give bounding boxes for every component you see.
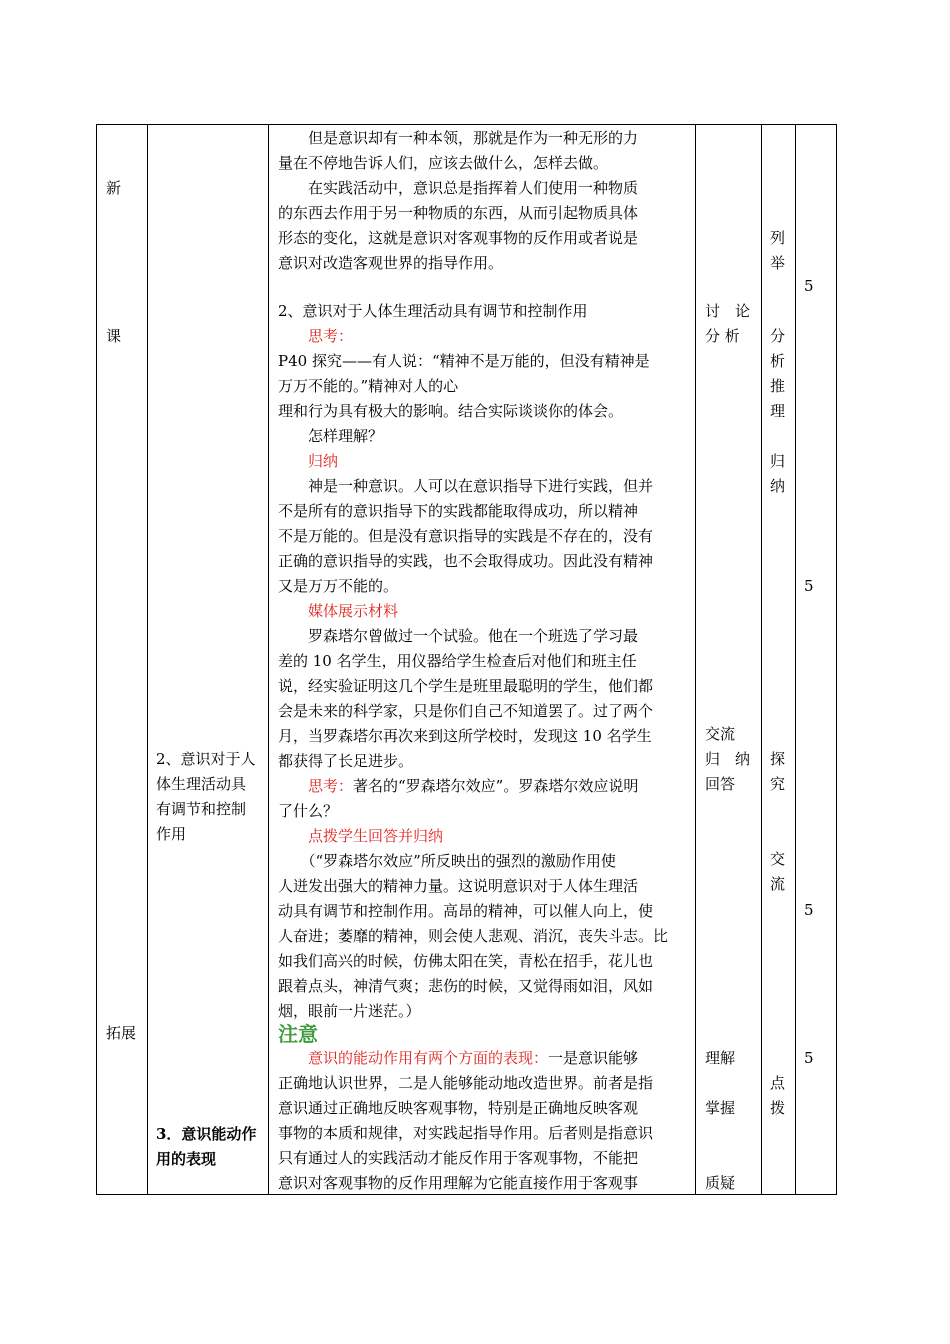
content-text: 一是意识能够 bbox=[548, 1049, 639, 1067]
table-divider bbox=[761, 124, 762, 1195]
activity-label: 讨 论 bbox=[705, 302, 751, 320]
method-label: 探 bbox=[770, 750, 786, 768]
content-line: 2、意识对于人体生理活动具有调节和控制作用 bbox=[278, 302, 588, 320]
method-label: 点 bbox=[770, 1074, 786, 1092]
method-label: 纳 bbox=[770, 477, 786, 495]
content-line: 会是未来的科学家，只是你们自己不知道罢了。过了两个 bbox=[278, 702, 654, 720]
method-label: 归 bbox=[770, 452, 786, 470]
topic-heading: 体生理活动具 bbox=[156, 775, 247, 793]
activity-label: 归 纳 bbox=[705, 750, 751, 768]
activity-label: 质疑 bbox=[705, 1174, 736, 1192]
content-line: 意识对客观事物的反作用理解为它能直接作用于客观事 bbox=[278, 1174, 639, 1192]
content-line: 神是一种意识。人可以在意识指导下进行实践，但并 bbox=[278, 477, 654, 495]
minutes-value: 5 bbox=[804, 277, 814, 295]
section-label: 新 bbox=[106, 179, 122, 197]
method-label: 分 bbox=[770, 327, 786, 345]
method-label: 理 bbox=[770, 402, 786, 420]
content-line: P40 探究——有人说：“精神不是万能的，但没有精神是 bbox=[278, 352, 650, 370]
method-label: 举 bbox=[770, 254, 786, 272]
content-line: 如我们高兴的时候，仿佛太阳在笑，青松在招手，花儿也 bbox=[278, 952, 654, 970]
note-heading: 注意 bbox=[278, 1022, 318, 1046]
content-line: 月，当罗森塔尔再次来到这所学校时，发现这 10 名学生 bbox=[278, 727, 652, 745]
activity-label: 分 析 bbox=[705, 327, 740, 345]
prompt-label: 思考： bbox=[278, 777, 354, 795]
prompt-text: 著名的“罗森塔尔效应”。罗森塔尔效应说明 bbox=[353, 777, 639, 795]
content-line: 量在不停地告诉人们，应该去做什么，怎样去做。 bbox=[278, 154, 609, 172]
minutes-value: 5 bbox=[804, 577, 814, 595]
content-line: 不是万能的。但是没有意识指导的实践是不存在的，没有 bbox=[278, 527, 654, 545]
content-line bbox=[278, 1046, 688, 1071]
content-line: 在实践活动中，意识总是指挥着人们使用一种物质 bbox=[278, 179, 639, 197]
content-line: 说，经实验证明这几个学生是班里最聪明的学生，他们都 bbox=[278, 677, 654, 695]
table-divider bbox=[268, 124, 269, 1195]
content-line: 但是意识却有一种本领，那就是作为一种无形的力 bbox=[278, 129, 639, 147]
method-label: 拨 bbox=[770, 1099, 786, 1117]
content-line: （“罗森塔尔效应”所反映出的强烈的激励作用使 bbox=[278, 852, 616, 870]
content-line: 的东西去作用于另一种物质的东西，从而引起物质具体 bbox=[278, 204, 639, 222]
content-line: 万万不能的。”精神对人的心 bbox=[278, 377, 459, 395]
topic-heading: 2、意识对于人 bbox=[156, 750, 256, 768]
content-line: 都获得了长足进步。 bbox=[278, 752, 414, 770]
method-label: 交 bbox=[770, 850, 786, 868]
method-label: 列 bbox=[770, 229, 786, 247]
content-line: 理和行为具有极大的影响。结合实际谈谈你的体会。 bbox=[278, 402, 624, 420]
method-label: 推 bbox=[770, 377, 786, 395]
topic-heading: 3．意识能动作 bbox=[156, 1125, 257, 1143]
content-line: 又是万万不能的。 bbox=[278, 577, 399, 595]
content-line: 动具有调节和控制作用。高昂的精神，可以催人向上，使 bbox=[278, 902, 654, 920]
method-label: 流 bbox=[770, 875, 786, 893]
content-line: 意识通过正确地反映客观事物，特别是正确地反映客观 bbox=[278, 1099, 639, 1117]
content-line: 意识对改造客观世界的指导作用。 bbox=[278, 254, 504, 272]
highlight-phrase: 意识的能动作用有两个方面的表现： bbox=[278, 1049, 549, 1067]
method-label: 究 bbox=[770, 775, 786, 793]
topic-heading: 有调节和控制 bbox=[156, 800, 247, 818]
topic-heading: 用的表现 bbox=[156, 1150, 217, 1168]
content-line: 正确地认识世界，二是人能够能动地改造世界。前者是指 bbox=[278, 1074, 654, 1092]
content-line: 人迸发出强大的精神力量。这说明意识对于人体生理活 bbox=[278, 877, 639, 895]
content-line: 人奋进；萎靡的精神，则会使人悲观、消沉，丧失斗志。比 bbox=[278, 927, 669, 945]
activity-label: 交流 bbox=[705, 725, 736, 743]
content-line: 归纳 bbox=[278, 452, 339, 470]
section-label: 拓展 bbox=[106, 1024, 137, 1042]
content-line: 不是所有的意识指导下的实践都能取得成功，所以精神 bbox=[278, 502, 639, 520]
content-line: 差的 10 名学生，用仪器给学生检查后对他们和班主任 bbox=[278, 652, 637, 670]
method-label: 析 bbox=[770, 352, 786, 370]
content-line: 正确的意识指导的实践，也不会取得成功。因此没有精神 bbox=[278, 552, 654, 570]
activity-label: 理解 bbox=[705, 1049, 736, 1067]
content-line bbox=[278, 774, 688, 799]
content-line: 了什么？ bbox=[278, 802, 339, 820]
content-line: 形态的变化，这就是意识对客观事物的反作用或者说是 bbox=[278, 229, 639, 247]
content-line: 怎样理解？ bbox=[278, 427, 384, 445]
section-label: 课 bbox=[106, 327, 122, 345]
content-line: 只有通过人的实践活动才能反作用于客观事物，不能把 bbox=[278, 1149, 639, 1167]
content-line: 跟着点头，神清气爽；悲伤的时候，又觉得雨如泪，风如 bbox=[278, 977, 654, 995]
content-line: 烟，眼前一片迷茫。） bbox=[278, 1002, 421, 1020]
content-line: 思考： bbox=[278, 327, 354, 345]
content-line: 媒体展示材料 bbox=[278, 602, 399, 620]
table-divider bbox=[147, 124, 148, 1195]
topic-heading: 作用 bbox=[156, 825, 187, 843]
content-line: 事物的本质和规律，对实践起指导作用。后者则是指意识 bbox=[278, 1124, 654, 1142]
activity-label: 回答 bbox=[705, 775, 736, 793]
minutes-value: 5 bbox=[804, 901, 814, 919]
activity-label: 掌握 bbox=[705, 1099, 736, 1117]
table-divider bbox=[795, 124, 796, 1195]
table-divider bbox=[695, 124, 696, 1195]
minutes-value: 5 bbox=[804, 1049, 814, 1067]
content-line: 点拨学生回答并归纳 bbox=[278, 827, 444, 845]
content-line: 罗森塔尔曾做过一个试验。他在一个班选了学习最 bbox=[278, 627, 639, 645]
